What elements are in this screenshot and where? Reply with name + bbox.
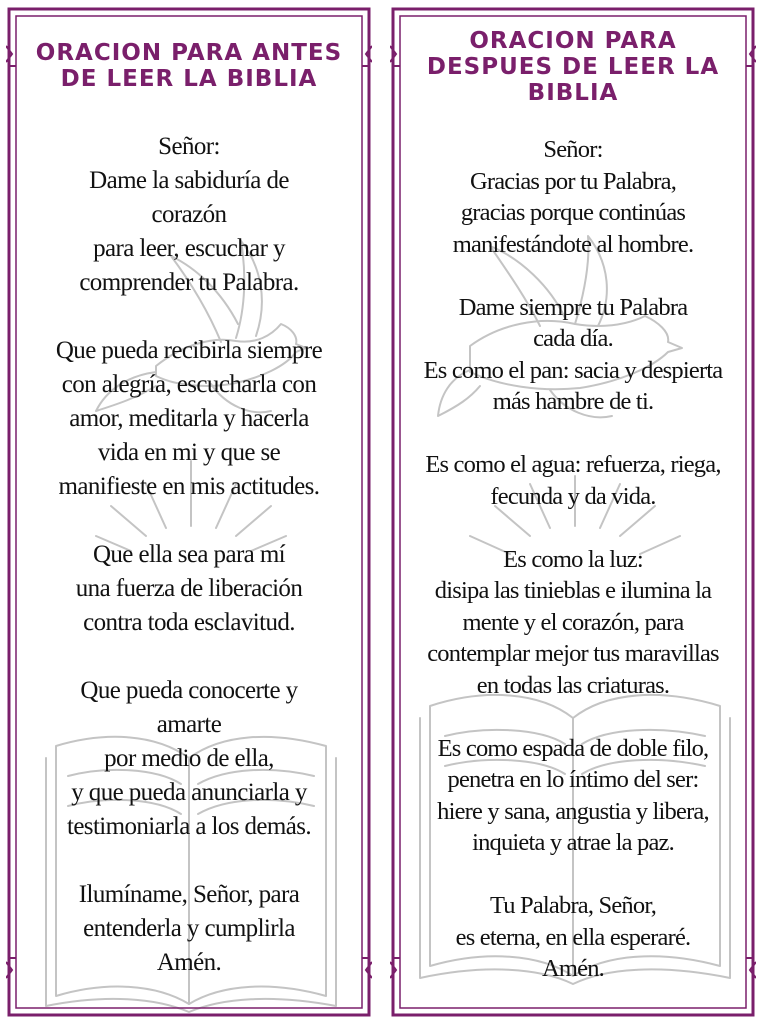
prayer-line: corazón <box>151 201 227 228</box>
prayer-line: inquieta y atrae la paz. <box>472 829 674 856</box>
prayer-line: manifestándote al hombre. <box>452 230 694 258</box>
stanza-break <box>20 504 358 538</box>
prayer-line: con alegría, escucharla con <box>61 371 317 398</box>
stanza-break <box>404 859 742 891</box>
prayer-line: por medio de ella, <box>104 745 274 772</box>
left-title-line: DE LEER LA BIBLIA <box>60 66 318 92</box>
prayer-line: Gracias por tu Palabra, <box>469 167 677 195</box>
stanza-break <box>404 512 742 544</box>
left-title-line: ORACION PARA ANTES <box>35 40 343 66</box>
right-title-line: BIBLIA <box>527 80 619 106</box>
prayer-line: manifieste en mis actitudes. <box>58 473 320 500</box>
prayer-line: testimoniarla a los demás. <box>66 813 312 840</box>
prayer-line: Que pueda recibirla siempre <box>55 337 323 364</box>
stanza-break <box>404 260 742 292</box>
prayer-line: contra toda esclavitud. <box>83 609 295 636</box>
prayer-line: Que pueda conocerte y <box>80 677 298 704</box>
left-prayer-text <box>20 130 358 980</box>
prayer-line: Dame siempre tu Palabra <box>458 293 688 321</box>
prayer-line: una fuerza de liberación <box>75 575 303 602</box>
prayer-line: Ilumíname, Señor, para <box>78 881 300 908</box>
prayer-line: es eterna, en ella esperaré. <box>455 923 691 951</box>
prayer-line: Es como el pan: sacia y despierta <box>423 356 723 384</box>
prayer-line: más hambre de ti. <box>492 388 654 415</box>
left-title <box>26 40 352 92</box>
prayer-line: entenderla y cumplirla <box>83 915 295 942</box>
prayer-line: Es como espada de doble filo, <box>437 734 709 762</box>
prayer-line: Dame la sabiduría de <box>89 167 289 194</box>
right-title-line: DESPUES DE LEER LA <box>426 54 720 80</box>
prayer-line: Es como el agua: refuerza, riega, <box>425 451 721 478</box>
prayer-line: penetra en lo íntimo del ser: <box>447 766 699 793</box>
prayer-line: amarte <box>156 711 222 738</box>
prayer-line: Señor: <box>158 133 220 160</box>
prayer-line: vida en mi y que se <box>97 439 281 466</box>
prayer-line: Amén. <box>542 955 604 982</box>
prayer-line: Amén. <box>156 949 222 976</box>
stanza-break <box>404 418 742 450</box>
prayer-line: Es como la luz: <box>503 545 643 573</box>
prayer-line: comprender tu Palabra. <box>79 269 299 296</box>
prayer-line: hiere y sana, angustia y libera, <box>437 797 709 825</box>
stanza-break <box>20 844 358 878</box>
stanza-break <box>20 300 358 334</box>
bookmark-before-reading <box>6 6 372 1018</box>
bookmark-after-reading <box>390 6 756 1018</box>
prayer-line: y que pueda anunciarla y <box>71 779 307 806</box>
prayer-line: Tu Palabra, Señor, <box>489 892 657 919</box>
right-title-line: ORACION PARA <box>469 28 677 54</box>
prayer-line: cada día. <box>533 325 613 352</box>
prayer-line: Que ella sea para mí <box>92 541 286 568</box>
stanza-break <box>20 640 358 674</box>
right-title <box>410 28 736 106</box>
prayer-line: fecunda y da vida. <box>490 482 656 510</box>
prayer-line: gracias porque continúas <box>460 199 686 226</box>
prayer-line: amor, meditarla y hacerla <box>69 405 309 432</box>
prayer-line: contemplar mejor tus maravillas <box>427 640 719 667</box>
prayer-line: Señor: <box>543 136 603 163</box>
prayer-line: para leer, escuchar y <box>93 235 285 262</box>
stanza-break <box>404 701 742 733</box>
prayer-line: en todas las criaturas. <box>476 671 670 699</box>
prayer-line: mente y el corazón, para <box>462 608 684 636</box>
right-prayer-text <box>404 134 742 985</box>
prayer-line: disipa las tinieblas e ilumina la <box>434 577 712 604</box>
